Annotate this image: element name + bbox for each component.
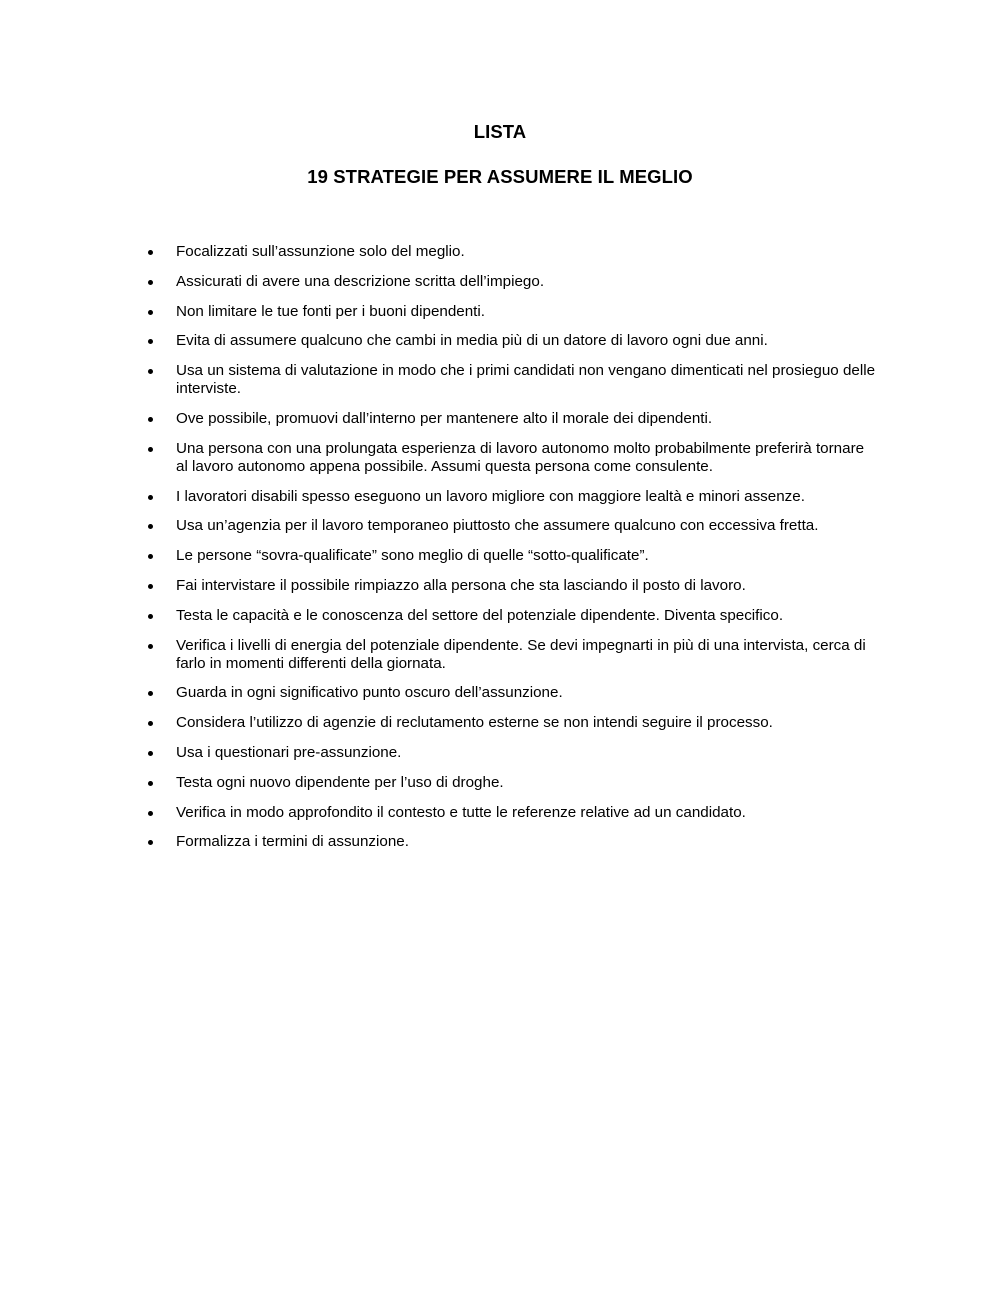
list-item	[148, 714, 888, 732]
bullet-icon	[148, 614, 153, 619]
list-item	[148, 440, 888, 476]
list-item-text: Le persone “sovra-qualificate” sono meglio di quelle “sotto-qualificate”.	[176, 547, 649, 565]
bullet-icon	[148, 369, 153, 374]
list-item-text: Una persona con una prolungata esperienza di lavoro autonomo molto probabilmente preferirà tornare al lavoro autonomo appena possibile. Assumi questa persona come consulente.	[176, 439, 865, 475]
bullet-icon	[148, 250, 153, 255]
list-item-text: Non limitare le tue fonti per i buoni dipendenti.	[176, 302, 486, 320]
list-item-text: Usa i questionari pre-assunzione.	[176, 743, 402, 761]
list-item	[148, 833, 888, 851]
list-item	[148, 684, 888, 702]
list-item-text: Considera l’utilizzo di agenzie di reclutamento esterne se non intendi seguire il processo.	[176, 714, 773, 732]
bullet-icon	[148, 417, 153, 422]
list-item	[148, 577, 888, 595]
strategy-list	[148, 243, 888, 863]
list-item	[148, 410, 888, 428]
document-subheading: 19 STRATEGIE PER ASSUMERE IL MEGLIO	[307, 166, 693, 187]
document-heading: LISTA	[473, 121, 527, 142]
list-item-text: Evita di assumere qualcuno che cambi in media più di un datore di lavoro ogni due anni.	[176, 332, 768, 350]
list-item	[148, 804, 888, 822]
list-item	[148, 362, 888, 398]
list-item-text: Guarda in ogni significativo punto oscuro dell’assunzione.	[176, 684, 563, 702]
bullet-icon	[148, 447, 153, 452]
bullet-icon	[148, 644, 153, 649]
bullet-icon	[148, 584, 153, 589]
bullet-icon	[148, 691, 153, 696]
bullet-icon	[148, 310, 153, 315]
bullet-icon	[148, 840, 153, 845]
list-item-text: Usa un sistema di valutazione in modo che i primi candidati non vengano dimenticati nel prosieguo delle interviste.	[176, 362, 876, 398]
list-item-text: Fai intervistare il possibile rimpiazzo alla persona che sta lasciando il posto di lavoro.	[176, 576, 746, 594]
list-item-text: Usa un’agenzia per il lavoro temporaneo piuttosto che assumere qualcuno con eccessiva fretta.	[176, 517, 819, 535]
bullet-icon	[148, 524, 153, 529]
list-item-text: Assicurati di avere una descrizione scritta dell’impiego.	[176, 272, 545, 290]
bullet-icon	[148, 811, 153, 816]
bullet-icon	[148, 339, 153, 344]
list-item-text: Focalizzati sull’assunzione solo del meglio.	[176, 243, 465, 260]
list-item	[148, 488, 888, 506]
list-item	[148, 744, 888, 762]
list-item	[148, 547, 888, 565]
bullet-icon	[148, 280, 153, 285]
bullet-icon	[148, 781, 153, 786]
list-item	[148, 243, 888, 261]
list-item-text: Ove possibile, promuovi dall’interno per mantenere alto il morale dei dipendenti.	[176, 409, 713, 427]
list-item-text: I lavoratori disabili spesso eseguono un lavoro migliore con maggiore lealtà e minori assenze.	[176, 487, 805, 505]
list-item	[148, 637, 888, 673]
bullet-icon	[148, 495, 153, 500]
list-item-text: Testa le capacità e le conoscenza del settore del potenziale dipendente. Diventa specifico.	[176, 606, 784, 624]
list-item	[148, 517, 888, 535]
list-item	[148, 332, 888, 350]
list-item-text: Formalizza i termini di assunzione.	[176, 833, 409, 851]
list-item	[148, 303, 888, 321]
list-item-text: Verifica i livelli di energia del potenziale dipendente. Se devi impegnarti in più di una intervista, cerca di farlo in momenti differenti della giornata.	[176, 636, 866, 672]
list-item-text: Verifica in modo approfondito il contesto e tutte le referenze relative ad un candidato.	[176, 803, 746, 821]
bullet-icon	[148, 721, 153, 726]
list-item	[148, 607, 888, 625]
list-item	[148, 774, 888, 792]
list-item	[148, 273, 888, 291]
list-item-text: Testa ogni nuovo dipendente per l’uso di droghe.	[176, 773, 504, 791]
bullet-icon	[148, 554, 153, 559]
bullet-icon	[148, 751, 153, 756]
